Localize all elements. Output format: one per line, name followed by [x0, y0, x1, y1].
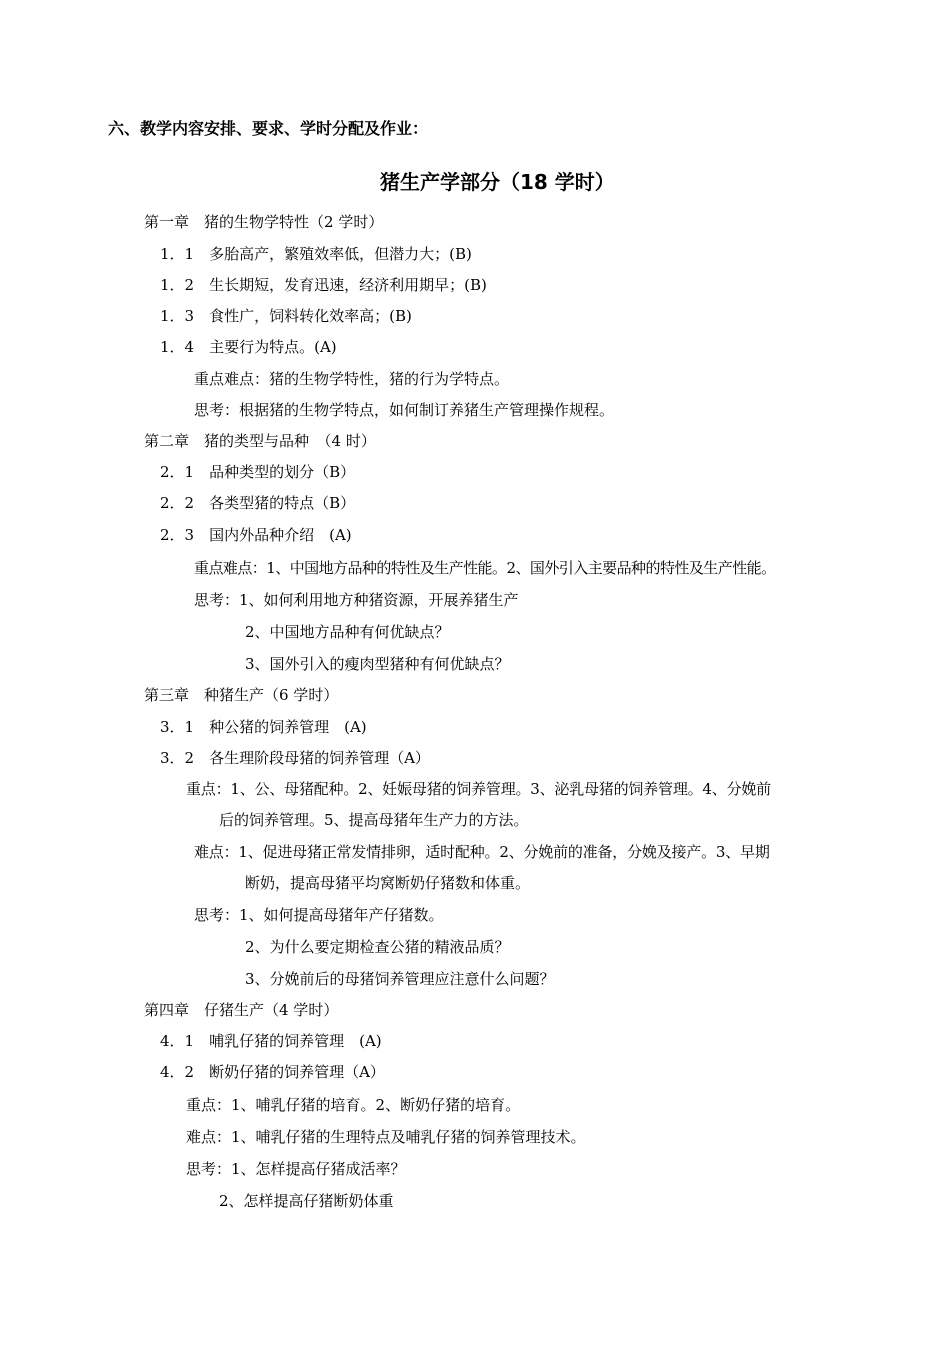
chapter-3-key-points-cont: 后的饲养管理。5、提高母猪年生产力的方法。: [219, 811, 529, 829]
chapter-3-title: 第三章 种猪生产（6 学时）: [144, 686, 339, 704]
chapter-2-title: 第二章 猪的类型与品种 （4 时）: [144, 432, 376, 450]
chapter-1-title: 第一章 猪的生物学特性（2 学时）: [144, 213, 384, 231]
chapter-3-question: 思考：1、如何提高母猪年产仔猪数。: [194, 906, 444, 924]
chapter-1-item: 1．2 生长期短，发育迅速，经济利用期早；(B): [160, 276, 487, 294]
chapter-4-title: 第四章 仔猪生产（4 学时）: [144, 1001, 339, 1019]
chapter-2-question: 2、中国地方品种有何优缺点？: [245, 623, 450, 641]
chapter-1-item: 1．4 主要行为特点。(A): [160, 338, 337, 356]
chapter-2-item: 2．1 品种类型的划分（B）: [160, 463, 356, 481]
section-heading: 六、教学内容安排、要求、学时分配及作业：: [108, 119, 429, 138]
part-title: 猪生产学部分（18 学时）: [380, 170, 615, 194]
chapter-4-question: 2、怎样提高仔猪断奶体重: [219, 1192, 394, 1210]
chapter-3-difficulties-cont: 断奶，提高母猪平均窝断奶仔猪数和体重。: [245, 874, 531, 892]
chapter-3-question: 3、分娩前后的母猪饲养管理应注意什么问题？: [245, 970, 555, 988]
chapter-4-difficulties: 难点：1、哺乳仔猪的生理特点及哺乳仔猪的饲养管理技术。: [186, 1128, 586, 1146]
chapter-3-key-points: 重点：1、公、母猪配种。2、妊娠母猪的饲养管理。3、泌乳母猪的饲养管理。4、分娩前: [186, 780, 771, 798]
chapter-2-key-points: 重点难点：1、中国地方品种的特性及生产性能。2、国外引入主要品种的特性及生产性能。: [194, 559, 776, 577]
chapter-1-key-points: 重点难点：猪的生物学特性，猪的行为学特点。: [194, 370, 510, 388]
chapter-1-item: 1．3 食性广，饲料转化效率高；(B): [160, 307, 412, 325]
chapter-2-question: 3、国外引入的瘦肉型猪种有何优缺点？: [245, 655, 510, 673]
chapter-4-item: 4．2 断奶仔猪的饲养管理（A）: [160, 1063, 385, 1081]
chapter-4-item: 4．1 哺乳仔猪的饲养管理 (A): [160, 1032, 382, 1050]
chapter-2-question: 思考：1、如何利用地方种猪资源，开展养猪生产: [194, 591, 519, 609]
chapter-3-item: 3．1 种公猪的饲养管理 (A): [160, 718, 367, 736]
chapter-2-item: 2．2 各类型猪的特点（B）: [160, 494, 356, 512]
chapter-4-question: 思考：1、怎样提高仔猪成活率？: [186, 1160, 406, 1178]
chapter-3-item: 3．2 各生理阶段母猪的饲养管理（A）: [160, 749, 430, 767]
chapter-3-difficulties: 难点：1、促进母猪正常发情排卵，适时配种。2、分娩前的准备，分娩及接产。3、早期: [194, 843, 770, 861]
chapter-4-key-points: 重点：1、哺乳仔猪的培育。2、断奶仔猪的培育。: [186, 1096, 521, 1114]
chapter-1-questions: 思考：根据猪的生物学特点，如何制订养猪生产管理操作规程。: [194, 401, 615, 419]
chapter-2-item: 2．3 国内外品种介绍 (A): [160, 526, 352, 544]
chapter-1-item: 1．1 多胎高产，繁殖效率低，但潜力大；(B): [160, 245, 472, 263]
chapter-3-question: 2、为什么要定期检查公猪的精液品质？: [245, 938, 510, 956]
